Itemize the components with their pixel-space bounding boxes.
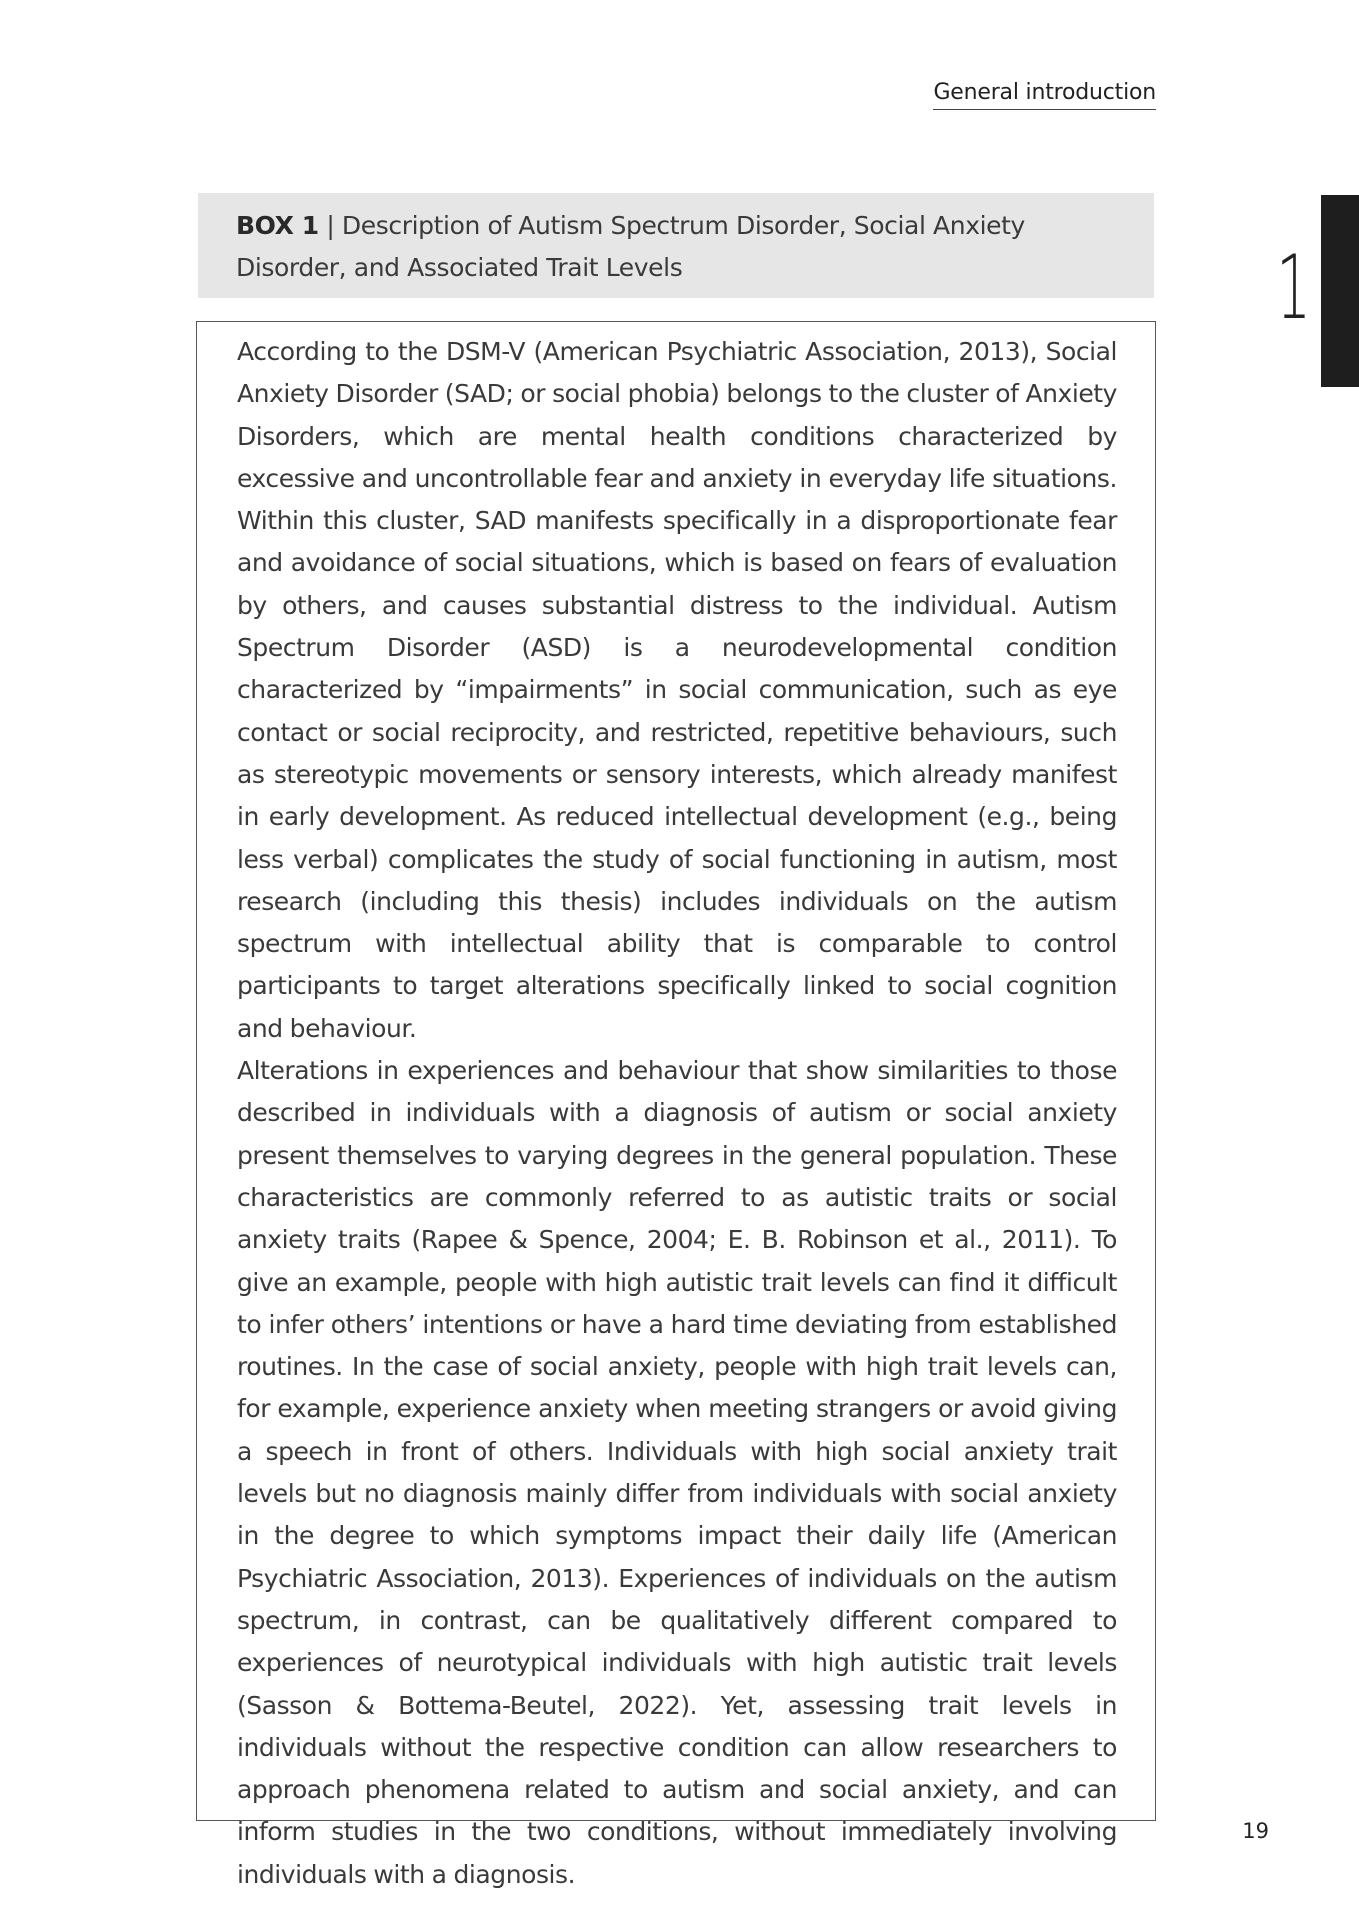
box-title-bar [198,193,1154,298]
box-paragraph-2: Alterations in experiences and behaviour that show similarities to those described in individuals with a diagnosis of autism or social anxiety present themselves to varying degrees in the general population. These characteristics are commonly referred to as autistic traits or social anxiety traits (Rapee & Spence, 2004; E. B. Robinson et al., 2011). To give an example, people with high autistic trait levels can find it difficult to infer others’ intentions or have a hard time deviating from established routines. In the case of social anxiety, people with high trait levels can, for example, experience anxiety when meeting strangers or avoid giving a speech in front of others. Individuals with high social anxiety trait levels but no diagnosis mainly differ from individuals with social anxiety in the degree to which symptoms impact their daily life (American Psychiatric Association, 2013). Experiences of individuals on the autism spectrum, in contrast, can be qualitatively different compared to experiences of neurotypical individuals with high autistic trait levels (Sasson & Bottema-Beutel, 2022). Yet, assessing trait levels in individuals without the respective condition can allow researchers to approach phenomena related to autism and social anxiety, and can inform studies in the two conditions, without immediately involving individuals with a diagnosis. [237,1056,1117,1889]
box-body [196,321,1156,1889]
box-paragraph-1: According to the DSM-V (American Psychiatric Association, 2013), Social Anxiety Disorder (SAD; or social phobia) belongs to the cluster of Anxiety Disorders, which are mental health conditions characterized by excessive and uncontrollable fear and anxiety in everyday life situations. Within this cluster, SAD manifests specifically in a disproportionate fear and avoidance of social situations, which is based on fears of evaluation by others, and causes substantial distress to the individual. Autism Spectrum Disorder (ASD) is a neurodevelopmental condition characterized by “impairments” in social communication, such as eye contact or social reciprocity, and restricted, repetitive behaviours, such as stereotypic movements or sensory interests, which already manifest in early development. As reduced intellectual development (e.g., being less verbal) complicates the study of social functioning in autism, most research (including this thesis) includes individuals on the autism spectrum with intellectual ability that is comparable to control participants to target alterations specifically linked to social cognition and behaviour. [237,337,1117,1043]
page-number: 19 [1242,1819,1269,1843]
chapter-tab-marker [1321,195,1359,387]
box-title-separator: | [318,211,342,240]
chapter-number: 1 [1276,236,1311,339]
box-label: BOX 1 [236,211,319,240]
running-header-title: General introduction [933,80,1156,110]
box-title-text: Description of Autism Spectrum Disorder, Social Anxiety Disorder, and Associated Trait Levels [236,211,1025,282]
